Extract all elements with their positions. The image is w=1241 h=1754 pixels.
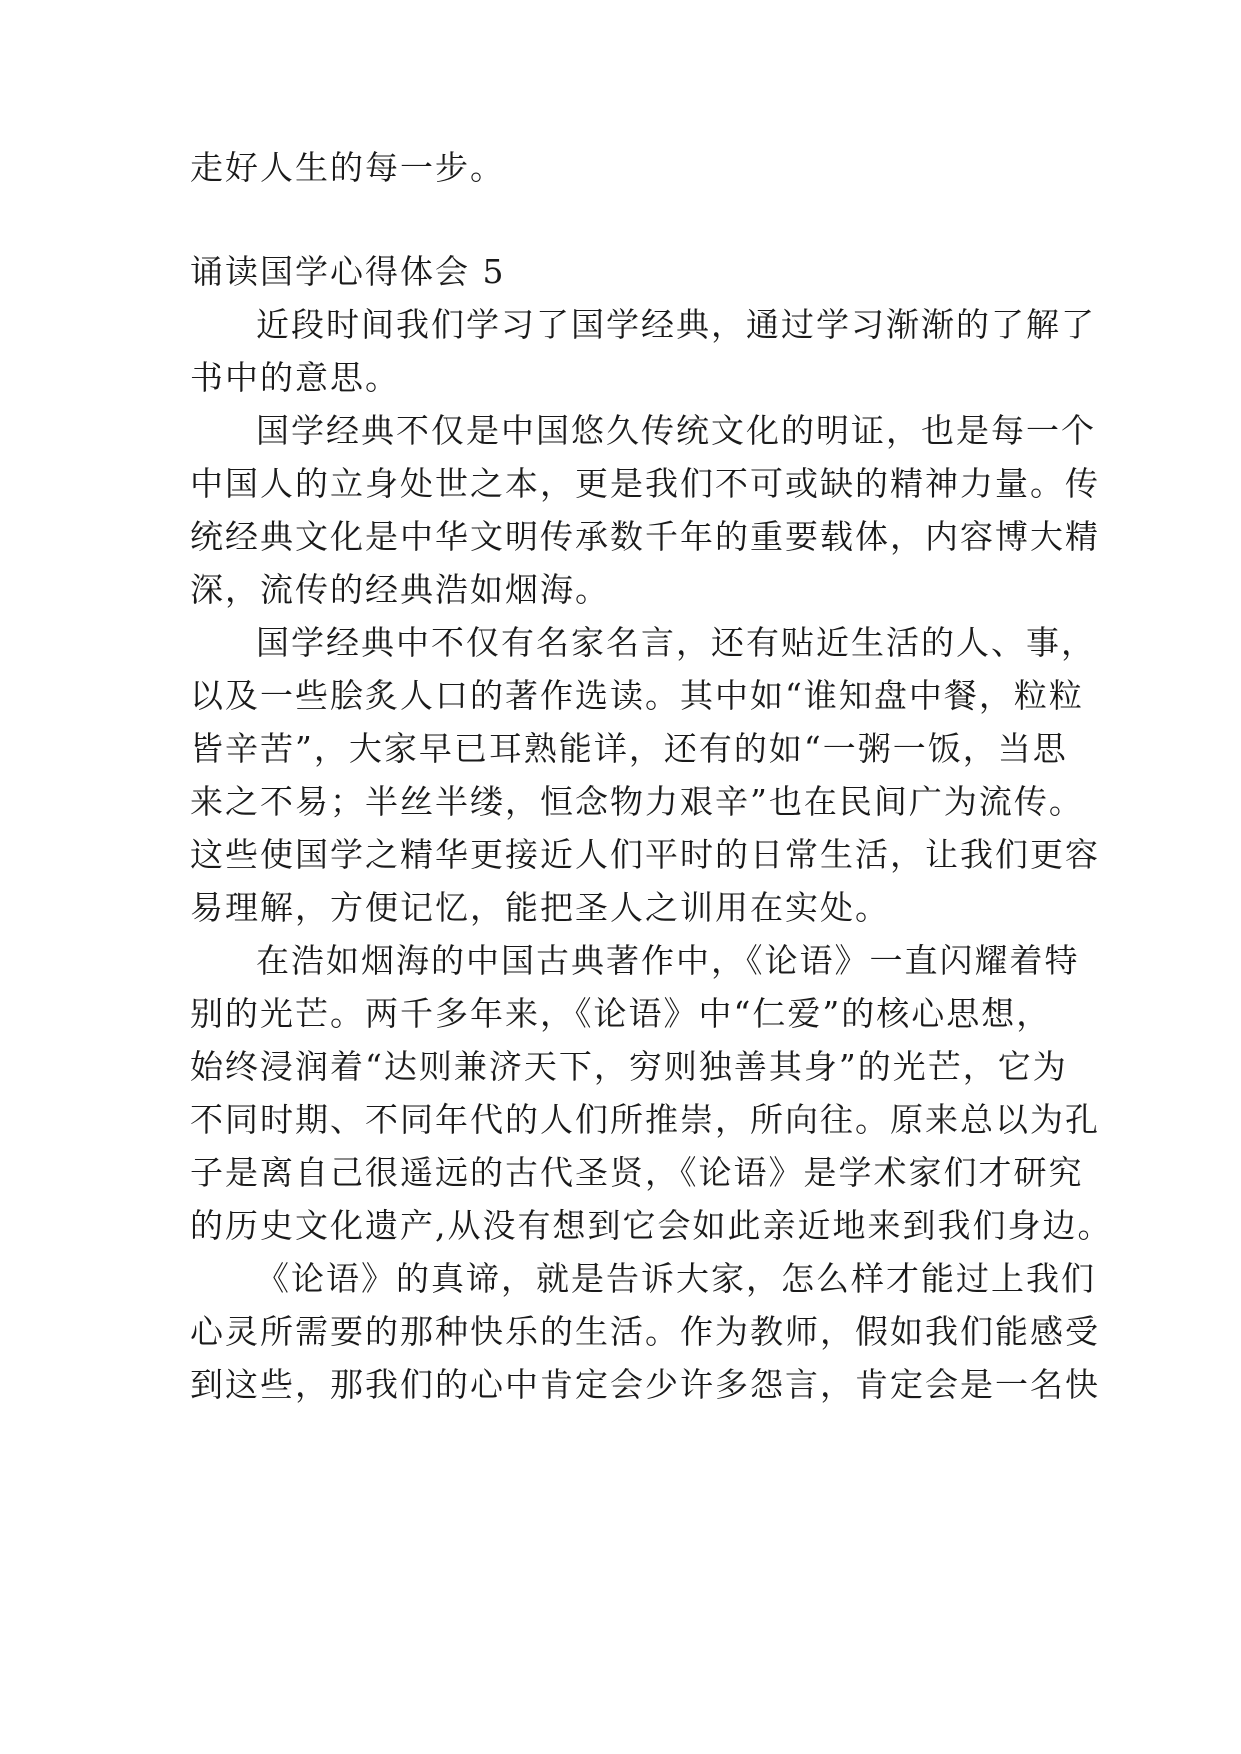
- text-line: 不同时期、不同年代的人们所推崇，所向往。原来总以为孔: [190, 1100, 1100, 1139]
- text-line: 来之不易；半丝半缕，恒念物力艰辛”也在民间广为流传。: [190, 782, 1084, 821]
- text-line: 书中的意思。: [190, 358, 400, 397]
- text-line: 的历史文化遗产,从没有想到它会如此亲近地来到我们身边。: [190, 1206, 1113, 1245]
- text-line: 深，流传的经典浩如烟海。: [190, 570, 610, 609]
- text-line: 统经典文化是中华文明传承数千年的重要载体，内容博大精: [190, 517, 1100, 556]
- text-line: 易理解，方便记忆，能把圣人之训用在实处。: [190, 888, 890, 927]
- text-line: 在浩如烟海的中国古典著作中，《论语》一直闪耀着特: [256, 941, 1080, 980]
- text-line: 中国人的立身处世之本，更是我们不可或缺的精神力量。传: [190, 464, 1100, 503]
- text-line: 到这些，那我们的心中肯定会少许多怨言，肯定会是一名快: [190, 1365, 1100, 1404]
- text-line: 心灵所需要的那种快乐的生活。作为教师，假如我们能感受: [190, 1312, 1100, 1351]
- text-line: 近段时间我们学习了国学经典，通过学习渐渐的了解了: [256, 305, 1096, 344]
- section-title: 诵读国学心得体会 5: [190, 252, 506, 291]
- text-line: 别的光芒。两千多年来，《论语》中“仁爱”的核心思想，: [190, 994, 1052, 1033]
- text-line: 国学经典不仅是中国悠久传统文化的明证，也是每一个: [256, 411, 1096, 450]
- text-line: 子是离自己很遥远的古代圣贤，《论语》是学术家们才研究: [190, 1153, 1084, 1192]
- text-line: 这些使国学之精华更接近人们平时的日常生活，让我们更容: [190, 835, 1100, 874]
- text-line: 皆辛苦”，大家早已耳熟能详，还有的如“一粥一饭，当思: [190, 729, 1068, 768]
- text-line: 国学经典中不仅有名家名言，还有贴近生活的人、事，: [256, 623, 1096, 662]
- text-line: 《论语》的真谛，就是告诉大家，怎么样才能过上我们: [256, 1259, 1096, 1298]
- text-line: 始终浸润着“达则兼济天下，穷则独善其身”的光芒，它为: [190, 1047, 1068, 1086]
- text-line: 以及一些脍炙人口的著作选读。其中如“谁知盘中餐，粒粒: [190, 676, 1084, 715]
- text-line: 走好人生的每一步。: [190, 148, 505, 187]
